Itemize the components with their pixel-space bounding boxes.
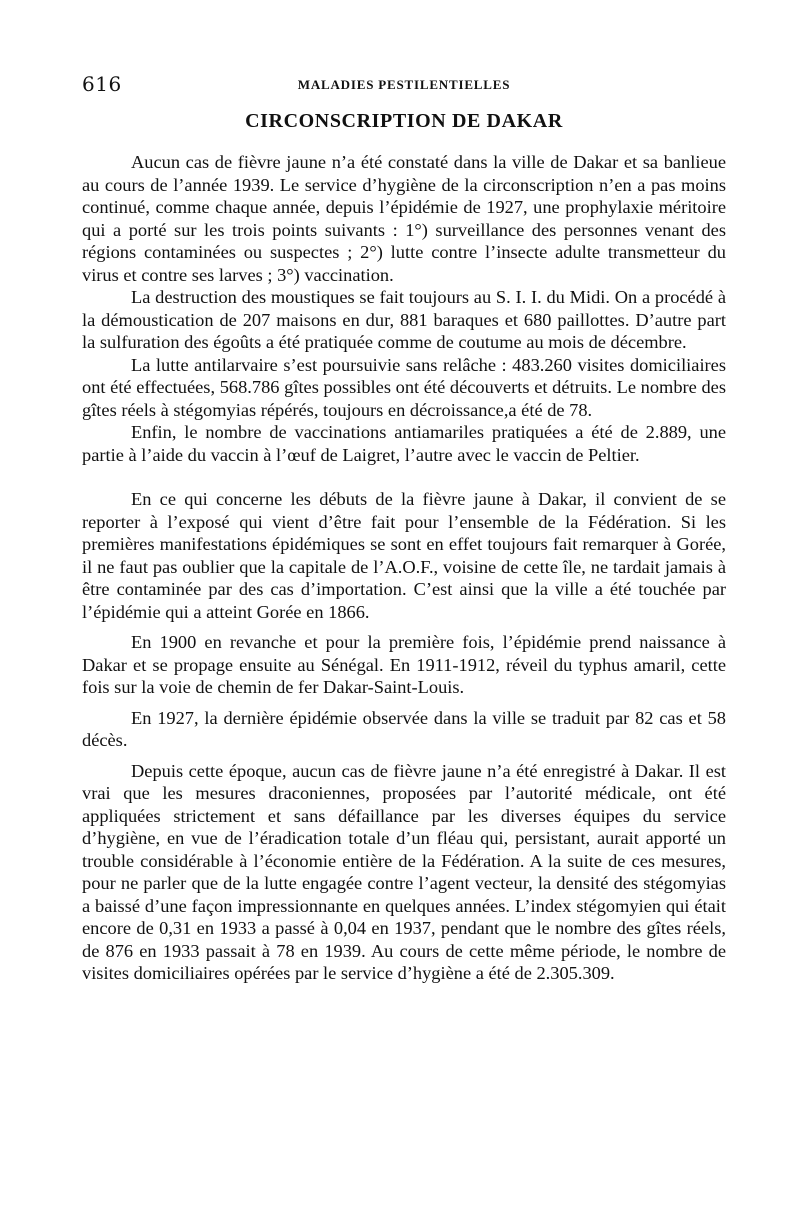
- running-header: [82, 72, 726, 96]
- paragraph-mosquito-destruction: La destruction des moustiques se fait toujours au S. I. I. du Midi. On a procédé à la démoustication de 207 maisons en dur, 881 baraques et 680 paillottes. D’autre part la sulfuration des égoûts a été pratiquée comme de coutume au mois de décembre.: [82, 287, 726, 352]
- paragraph-history-goree: En ce qui concerne les débuts de la fièvre jaune à Dakar, il convient de se reporter à l’exposé qui vient d’être fait pour l’ensemble de la Fédération. Si les premières manifestations épidémiques se sont en effet toujours fait remarquer à Gorée, il ne faut pas oublier que la capitale de l’A.O.F., voisine de cette île, ne tardait jamais à être contaminée par des cas d’importation. C’est ainsi que la ville a été touchée par l’épidémie qui a atteint Gorée en 1866.: [82, 489, 726, 622]
- paragraph-epidemic-1927: En 1927, la dernière épidémie observée dans la ville se traduit par 82 cas et 58 décès.: [82, 707, 726, 750]
- paragraph-vaccinations: Enfin, le nombre de vaccinations antiamariles pratiquées a été de 2.889, une partie à l’aide du vaccin à l’œuf de Laigret, l’autre avec le vaccin de Peltier.: [82, 422, 726, 465]
- running-title: MALADIES PESTILENTIELLES: [297, 77, 511, 92]
- paragraph-epidemic-1900: En 1900 en revanche et pour la première fois, l’épidémie prend naissance à Dakar et se propage ensuite au Sénégal. En 1911-1912, réveil du typhus amaril, cette fois sur la voie de chemin de fer Dakar-Saint-Louis.: [82, 632, 726, 697]
- page-number: 616: [82, 72, 122, 96]
- paragraph-no-yellow-fever-1939: Aucun cas de fièvre jaune n’a été constaté dans la ville de Dakar et sa banlieue au cours de l’année 1939. Le service d’hygiène de la circonscription n’en a pas moins continué, comme chaque année, depuis l’épidémie de 1927, une prophylaxie méritoire qui a porté sur les trois points suivants : 1°) surveillance des personnes venant des régions contaminées ou suspectes ; 2°) lutte contre l’insecte adulte transmetteur du virus et contre ses larves ; 3°) vaccination.: [82, 152, 726, 285]
- paragraph-since-then: Depuis cette époque, aucun cas de fièvre jaune n’a été enregistré à Dakar. Il est vrai que les mesures draconiennes, proposées par l’autorité médicale, ont été appliquées strictement et sans défaillance par les diverses équipes du service d’hygiène, en vue de l’éradication totale d’un fléau qui, persistant, aurait apporté un trouble considérable à l’économie entière de la Fédération. A la suite de ces mesures, pour ne parler que de la lutte engagée contre l’agent vecteur, la densité des stégomyias a baissé d’une façon impressionnante en quelques années. L’index stégomyien qui était encore de 0,31 en 1933 a passé à 0,04 en 1937, pendant que le nombre des gîtes réels, de 876 en 1933 passait à 78 en 1939. Au cours de cette même période, le nombre de visites domiciliaires opérées par le service d’hygiène a été de 2.305.309.: [82, 760, 726, 983]
- section-title: CIRCONSCRIPTION DE DAKAR: [245, 110, 563, 132]
- paragraph-antilarval-fight: La lutte antilarvaire s’est poursuivie sans relâche : 483.260 visites domiciliaires ont été effectuées, 568.786 gîtes possibles ont été découverts et détruits. Le nombre des gîtes réels à stégomyias répérés, toujours en décroissance,a été de 78.: [82, 354, 726, 420]
